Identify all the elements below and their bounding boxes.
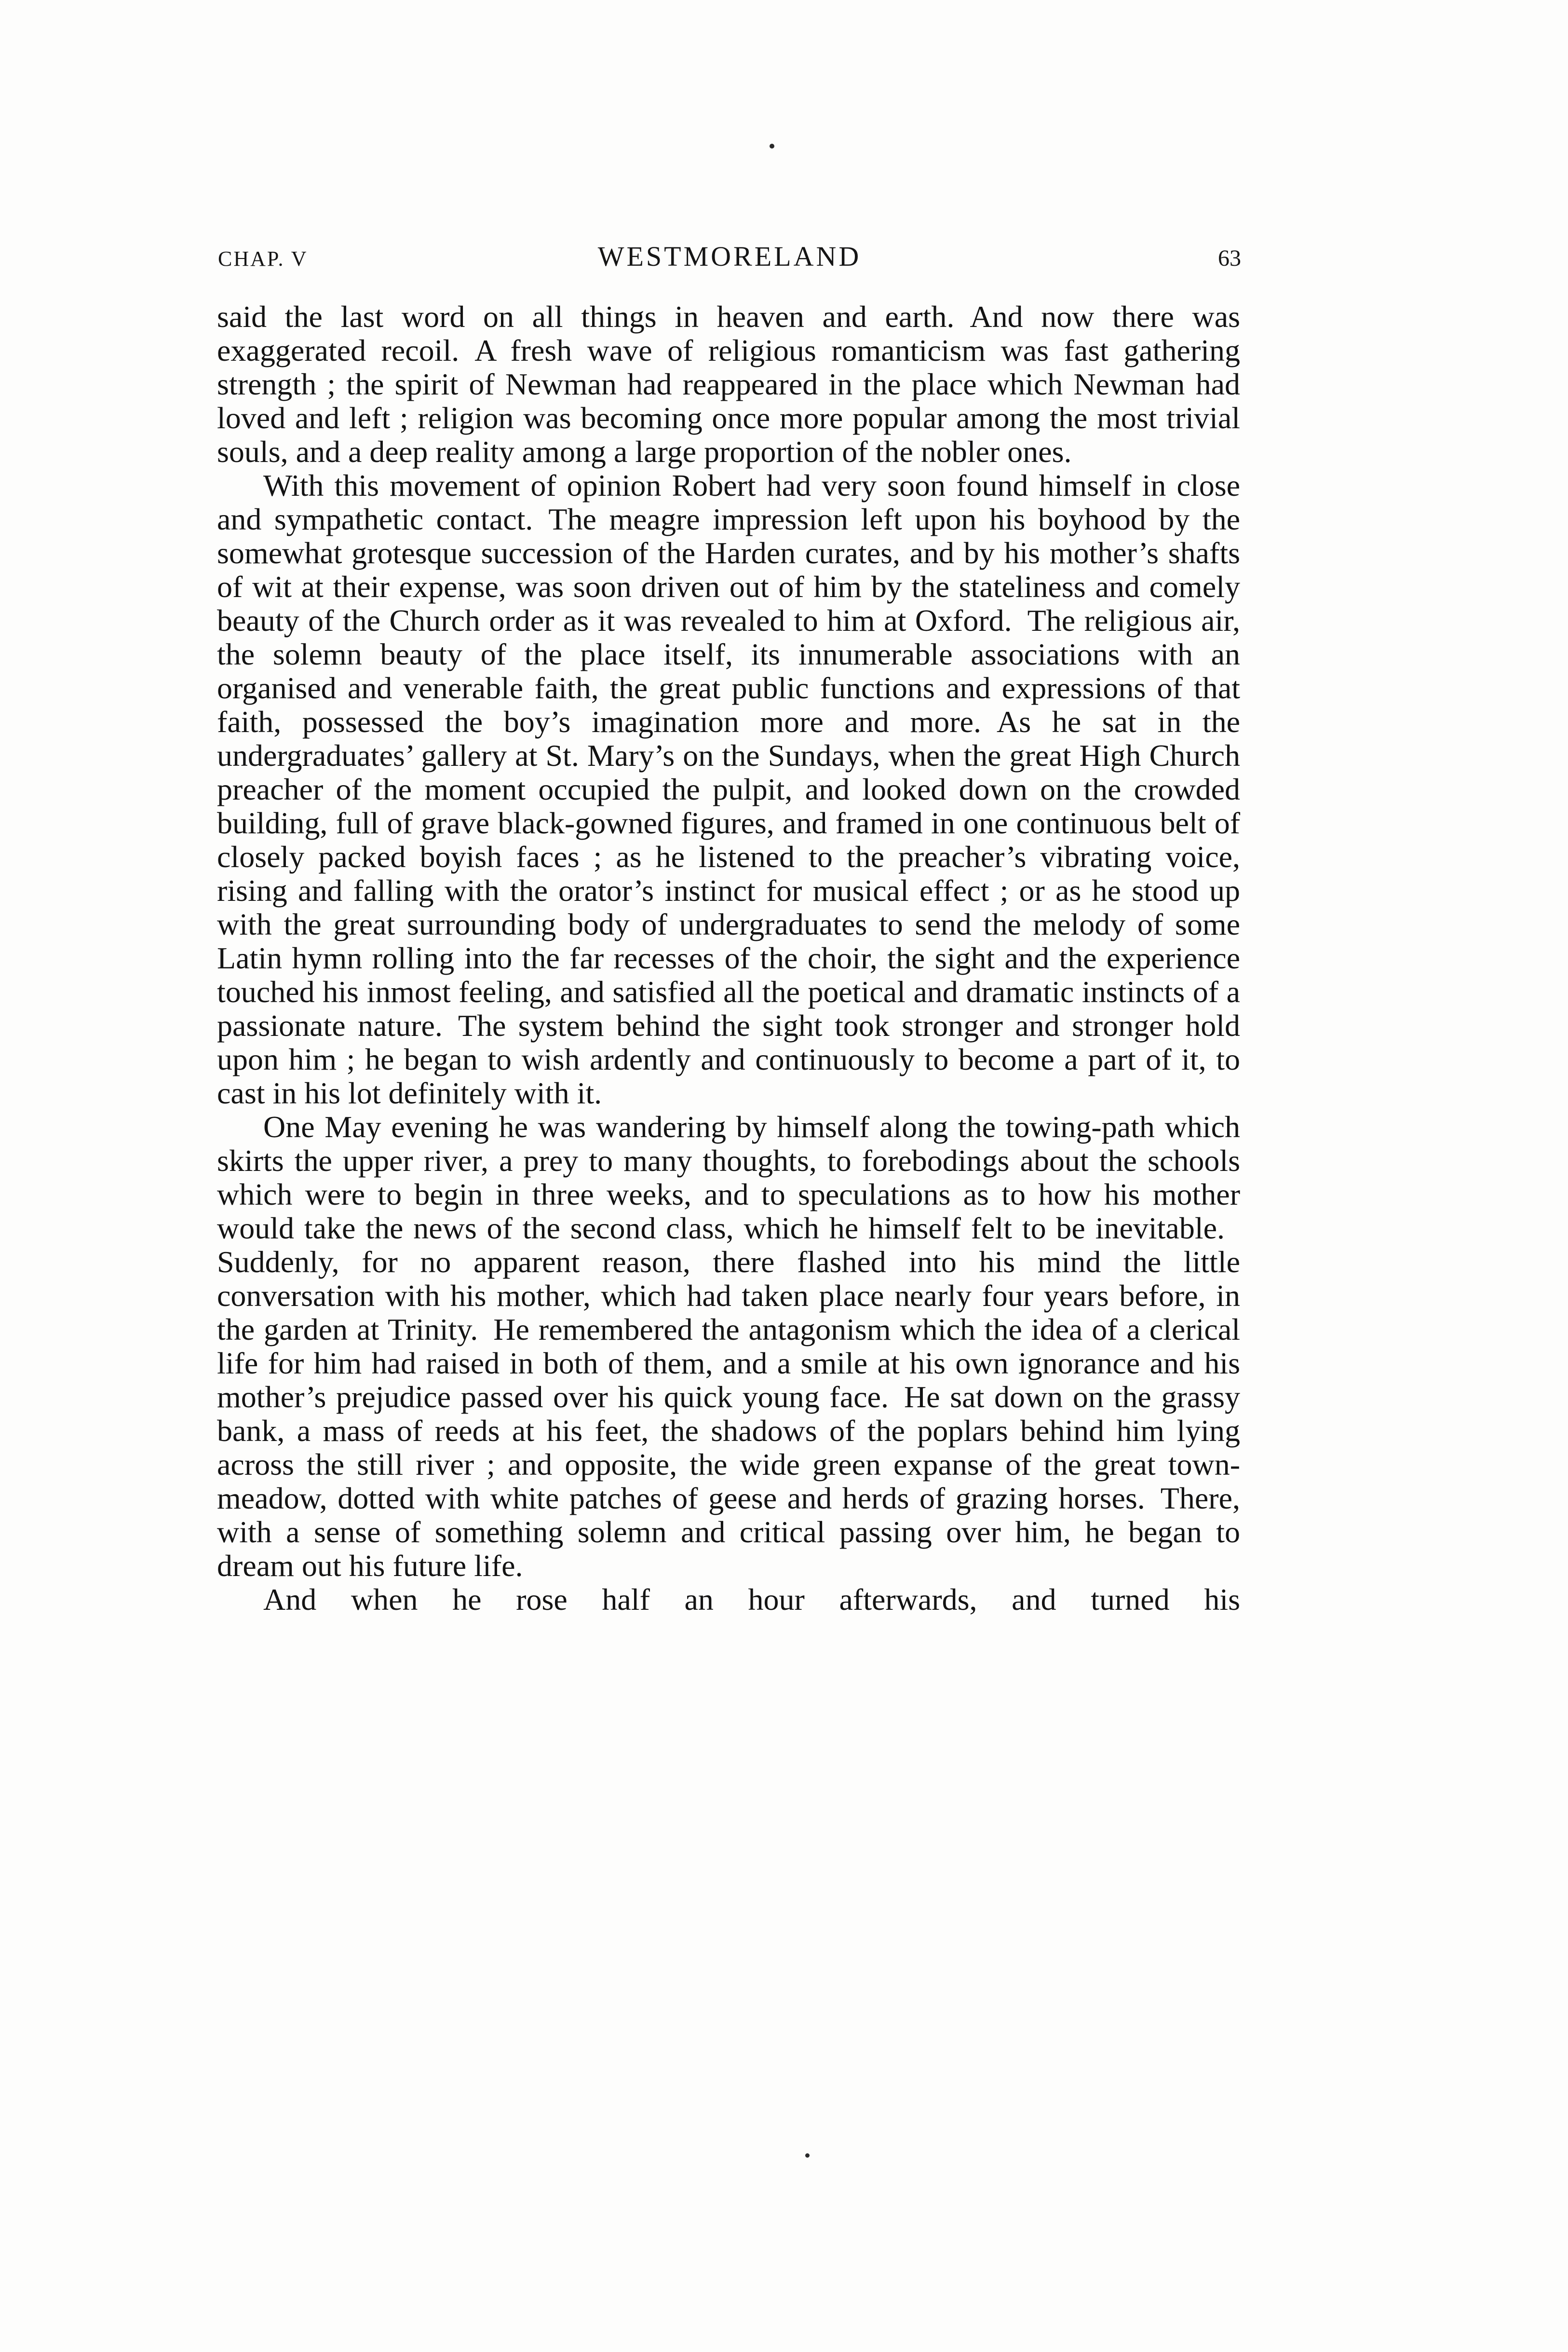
paragraph: One May evening he was wandering by himself along the towing-path which skirts the upper river, a prey to many thoughts, to forebodings about the schools which were to begin in three weeks, and to speculations as to how his mother would take the news of the second class, which he himself felt to be inevitable. Suddenly, for no apparent reason, there flashed into his mind the little conversation with his mother, which had taken place nearly four years before, in the garden at Trinity. He remembered the antagonism which the idea of a clerical life for him had raised in both of them, and a smile at his own ignorance and his mother’s prejudice passed over his quick young face. He sat down on the grassy bank, a mass of reeds at his feet, the shadows of the poplars behind him lying across the still river ; and opposite, the wide green expanse of the great town-meadow, dotted with white patches of geese and herds of grazing horses. There, with a sense of something solemn and critical passing over him, he began to dream out his future life. [217, 1110, 1240, 1583]
page-header [218, 240, 1241, 272]
running-title: WESTMORELAND [597, 241, 862, 272]
page-number: 63 [1218, 245, 1241, 271]
paragraph: And when he rose half an hour afterwards, and turned his [263, 1582, 1240, 1617]
page-body [217, 300, 1240, 1617]
scan-speck [805, 2153, 810, 2158]
paragraph: said the last word on all things in heaven and earth. And now there was exaggerated recoil. A fresh wave of religious romanticism was fast gathering strength ; the spirit of Newman had reappeared in the place which Newman had loved and left ; religion was becoming once more popular among the most trivial souls, and a deep reality among a large proportion of the nobler ones. [217, 299, 1240, 469]
scan-speck [770, 144, 774, 149]
paragraph: With this movement of opinion Robert had very soon found himself in close and sympathetic contact. The meagre impression left upon his boyhood by the somewhat grotesque succession of the Harden curates, and by his mother’s shafts of wit at their expense, was soon driven out of him by the stateliness and comely beauty of the Church order as it was revealed to him at Oxford. The religious air, the solemn beauty of the place itself, its innumerable associations with an organised and venerable faith, the great public functions and expressions of that faith, possessed the boy’s imagination more and more. As he sat in the undergraduates’ gallery at St. Mary’s on the Sundays, when the great High Church preacher of the moment occupied the pulpit, and looked down on the crowded building, full of grave black-gowned figures, and framed in one continuous belt of closely packed boyish faces ; as he listened to the preacher’s vibrating voice, rising and falling with the orator’s instinct for musical effect ; or as he stood up with the great surrounding body of undergraduates to send the melody of some Latin hymn rolling into the far recesses of the choir, the sight and the experience touched his inmost feeling, and satisfied all the poetical and dramatic instincts of a passionate nature. The system behind the sight took stronger and stronger hold upon him ; he began to wish ardently and continuously to become a part of it, to cast in his lot definitely with it. [217, 468, 1240, 1110]
chapter-label: CHAP. V [218, 247, 308, 271]
